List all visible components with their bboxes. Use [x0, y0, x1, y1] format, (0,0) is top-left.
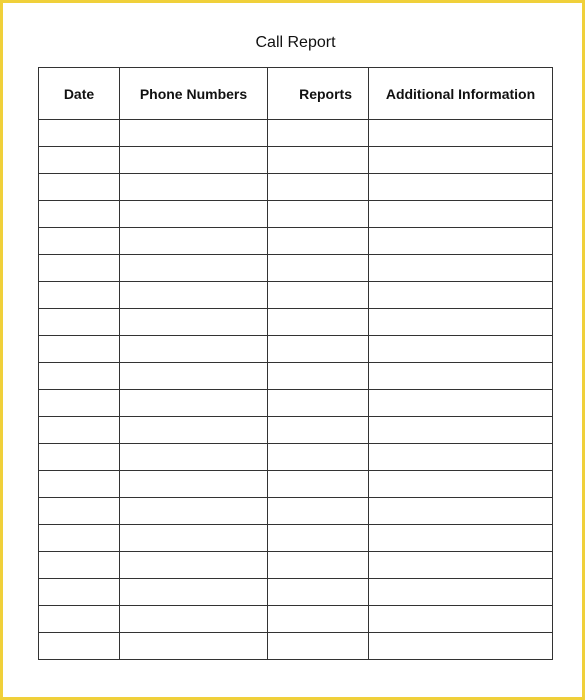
table-cell[interactable] — [369, 525, 553, 552]
table-cell[interactable] — [39, 525, 120, 552]
table-cell[interactable] — [120, 606, 268, 633]
table-cell[interactable] — [120, 174, 268, 201]
table-cell[interactable] — [268, 363, 369, 390]
table-row — [39, 309, 553, 336]
table-row — [39, 633, 553, 660]
table-cell[interactable] — [120, 363, 268, 390]
column-header-date: Date — [39, 68, 120, 120]
table-cell[interactable] — [268, 606, 369, 633]
table-cell[interactable] — [369, 201, 553, 228]
table-cell[interactable] — [120, 201, 268, 228]
table-cell[interactable] — [369, 606, 553, 633]
table-cell[interactable] — [369, 444, 553, 471]
table-cell[interactable] — [39, 120, 120, 147]
column-header-additional-information: Additional Information — [369, 68, 553, 120]
table-cell[interactable] — [120, 444, 268, 471]
table-row — [39, 471, 553, 498]
call-report-table — [38, 67, 553, 660]
table-cell[interactable] — [39, 282, 120, 309]
table-row — [39, 579, 553, 606]
table-cell[interactable] — [120, 255, 268, 282]
table-row — [39, 552, 553, 579]
table-cell[interactable] — [268, 498, 369, 525]
table-cell[interactable] — [268, 336, 369, 363]
table-cell[interactable] — [39, 363, 120, 390]
table-cell[interactable] — [39, 390, 120, 417]
table-cell[interactable] — [120, 552, 268, 579]
table-cell[interactable] — [39, 228, 120, 255]
table-cell[interactable] — [369, 471, 553, 498]
table-cell[interactable] — [369, 147, 553, 174]
table-cell[interactable] — [268, 579, 369, 606]
table-cell[interactable] — [369, 174, 553, 201]
table-cell[interactable] — [120, 282, 268, 309]
table-cell[interactable] — [268, 282, 369, 309]
table-cell[interactable] — [120, 471, 268, 498]
table-row — [39, 606, 553, 633]
header-row — [39, 68, 553, 120]
table-cell[interactable] — [120, 390, 268, 417]
table-cell[interactable] — [39, 471, 120, 498]
table-cell[interactable] — [369, 309, 553, 336]
table-cell[interactable] — [39, 552, 120, 579]
table-cell[interactable] — [369, 336, 553, 363]
table-cell[interactable] — [39, 309, 120, 336]
table-cell[interactable] — [39, 201, 120, 228]
table-row — [39, 255, 553, 282]
table-cell[interactable] — [369, 282, 553, 309]
table-row — [39, 498, 553, 525]
table-cell[interactable] — [369, 552, 553, 579]
table-cell[interactable] — [39, 336, 120, 363]
table-row — [39, 201, 553, 228]
table-cell[interactable] — [369, 390, 553, 417]
table-row — [39, 174, 553, 201]
table-cell[interactable] — [120, 525, 268, 552]
table-cell[interactable] — [120, 309, 268, 336]
table-cell[interactable] — [120, 228, 268, 255]
table-cell[interactable] — [369, 120, 553, 147]
table-cell[interactable] — [39, 633, 120, 660]
table-cell[interactable] — [120, 120, 268, 147]
table-row — [39, 120, 553, 147]
table-cell[interactable] — [268, 633, 369, 660]
table-cell[interactable] — [39, 579, 120, 606]
table-cell[interactable] — [268, 201, 369, 228]
table-cell[interactable] — [120, 579, 268, 606]
table-row — [39, 417, 553, 444]
table-cell[interactable] — [369, 255, 553, 282]
table-cell[interactable] — [268, 471, 369, 498]
page-title: Call Report — [255, 34, 336, 51]
table-cell[interactable] — [268, 174, 369, 201]
table-cell[interactable] — [39, 417, 120, 444]
table-cell[interactable] — [39, 255, 120, 282]
table-cell[interactable] — [39, 444, 120, 471]
table-cell[interactable] — [120, 498, 268, 525]
table-cell[interactable] — [369, 228, 553, 255]
table-row — [39, 363, 553, 390]
table-cell[interactable] — [268, 309, 369, 336]
table-cell[interactable] — [268, 444, 369, 471]
table-cell[interactable] — [268, 417, 369, 444]
table-cell[interactable] — [120, 417, 268, 444]
table-cell[interactable] — [39, 174, 120, 201]
table-row — [39, 228, 553, 255]
table-body — [39, 120, 553, 660]
table-cell[interactable] — [268, 120, 369, 147]
table-cell[interactable] — [39, 498, 120, 525]
table-row — [39, 147, 553, 174]
table-cell[interactable] — [369, 579, 553, 606]
table-cell[interactable] — [120, 633, 268, 660]
table-row — [39, 282, 553, 309]
table-row — [39, 390, 553, 417]
table-row — [39, 336, 553, 363]
table-cell[interactable] — [268, 147, 369, 174]
table-cell[interactable] — [268, 390, 369, 417]
table-cell[interactable] — [369, 633, 553, 660]
table-row — [39, 444, 553, 471]
column-header-phone-numbers: Phone Numbers — [120, 68, 268, 120]
table-cell[interactable] — [369, 363, 553, 390]
column-header-reports: Reports — [268, 68, 369, 120]
table-cell[interactable] — [268, 255, 369, 282]
table-cell[interactable] — [268, 525, 369, 552]
table-cell[interactable] — [39, 147, 120, 174]
table-cell[interactable] — [120, 147, 268, 174]
table-cell[interactable] — [39, 606, 120, 633]
table-cell[interactable] — [369, 498, 553, 525]
table-cell[interactable] — [369, 417, 553, 444]
table-cell[interactable] — [120, 336, 268, 363]
table-row — [39, 525, 553, 552]
table-cell[interactable] — [268, 552, 369, 579]
table-cell[interactable] — [268, 228, 369, 255]
